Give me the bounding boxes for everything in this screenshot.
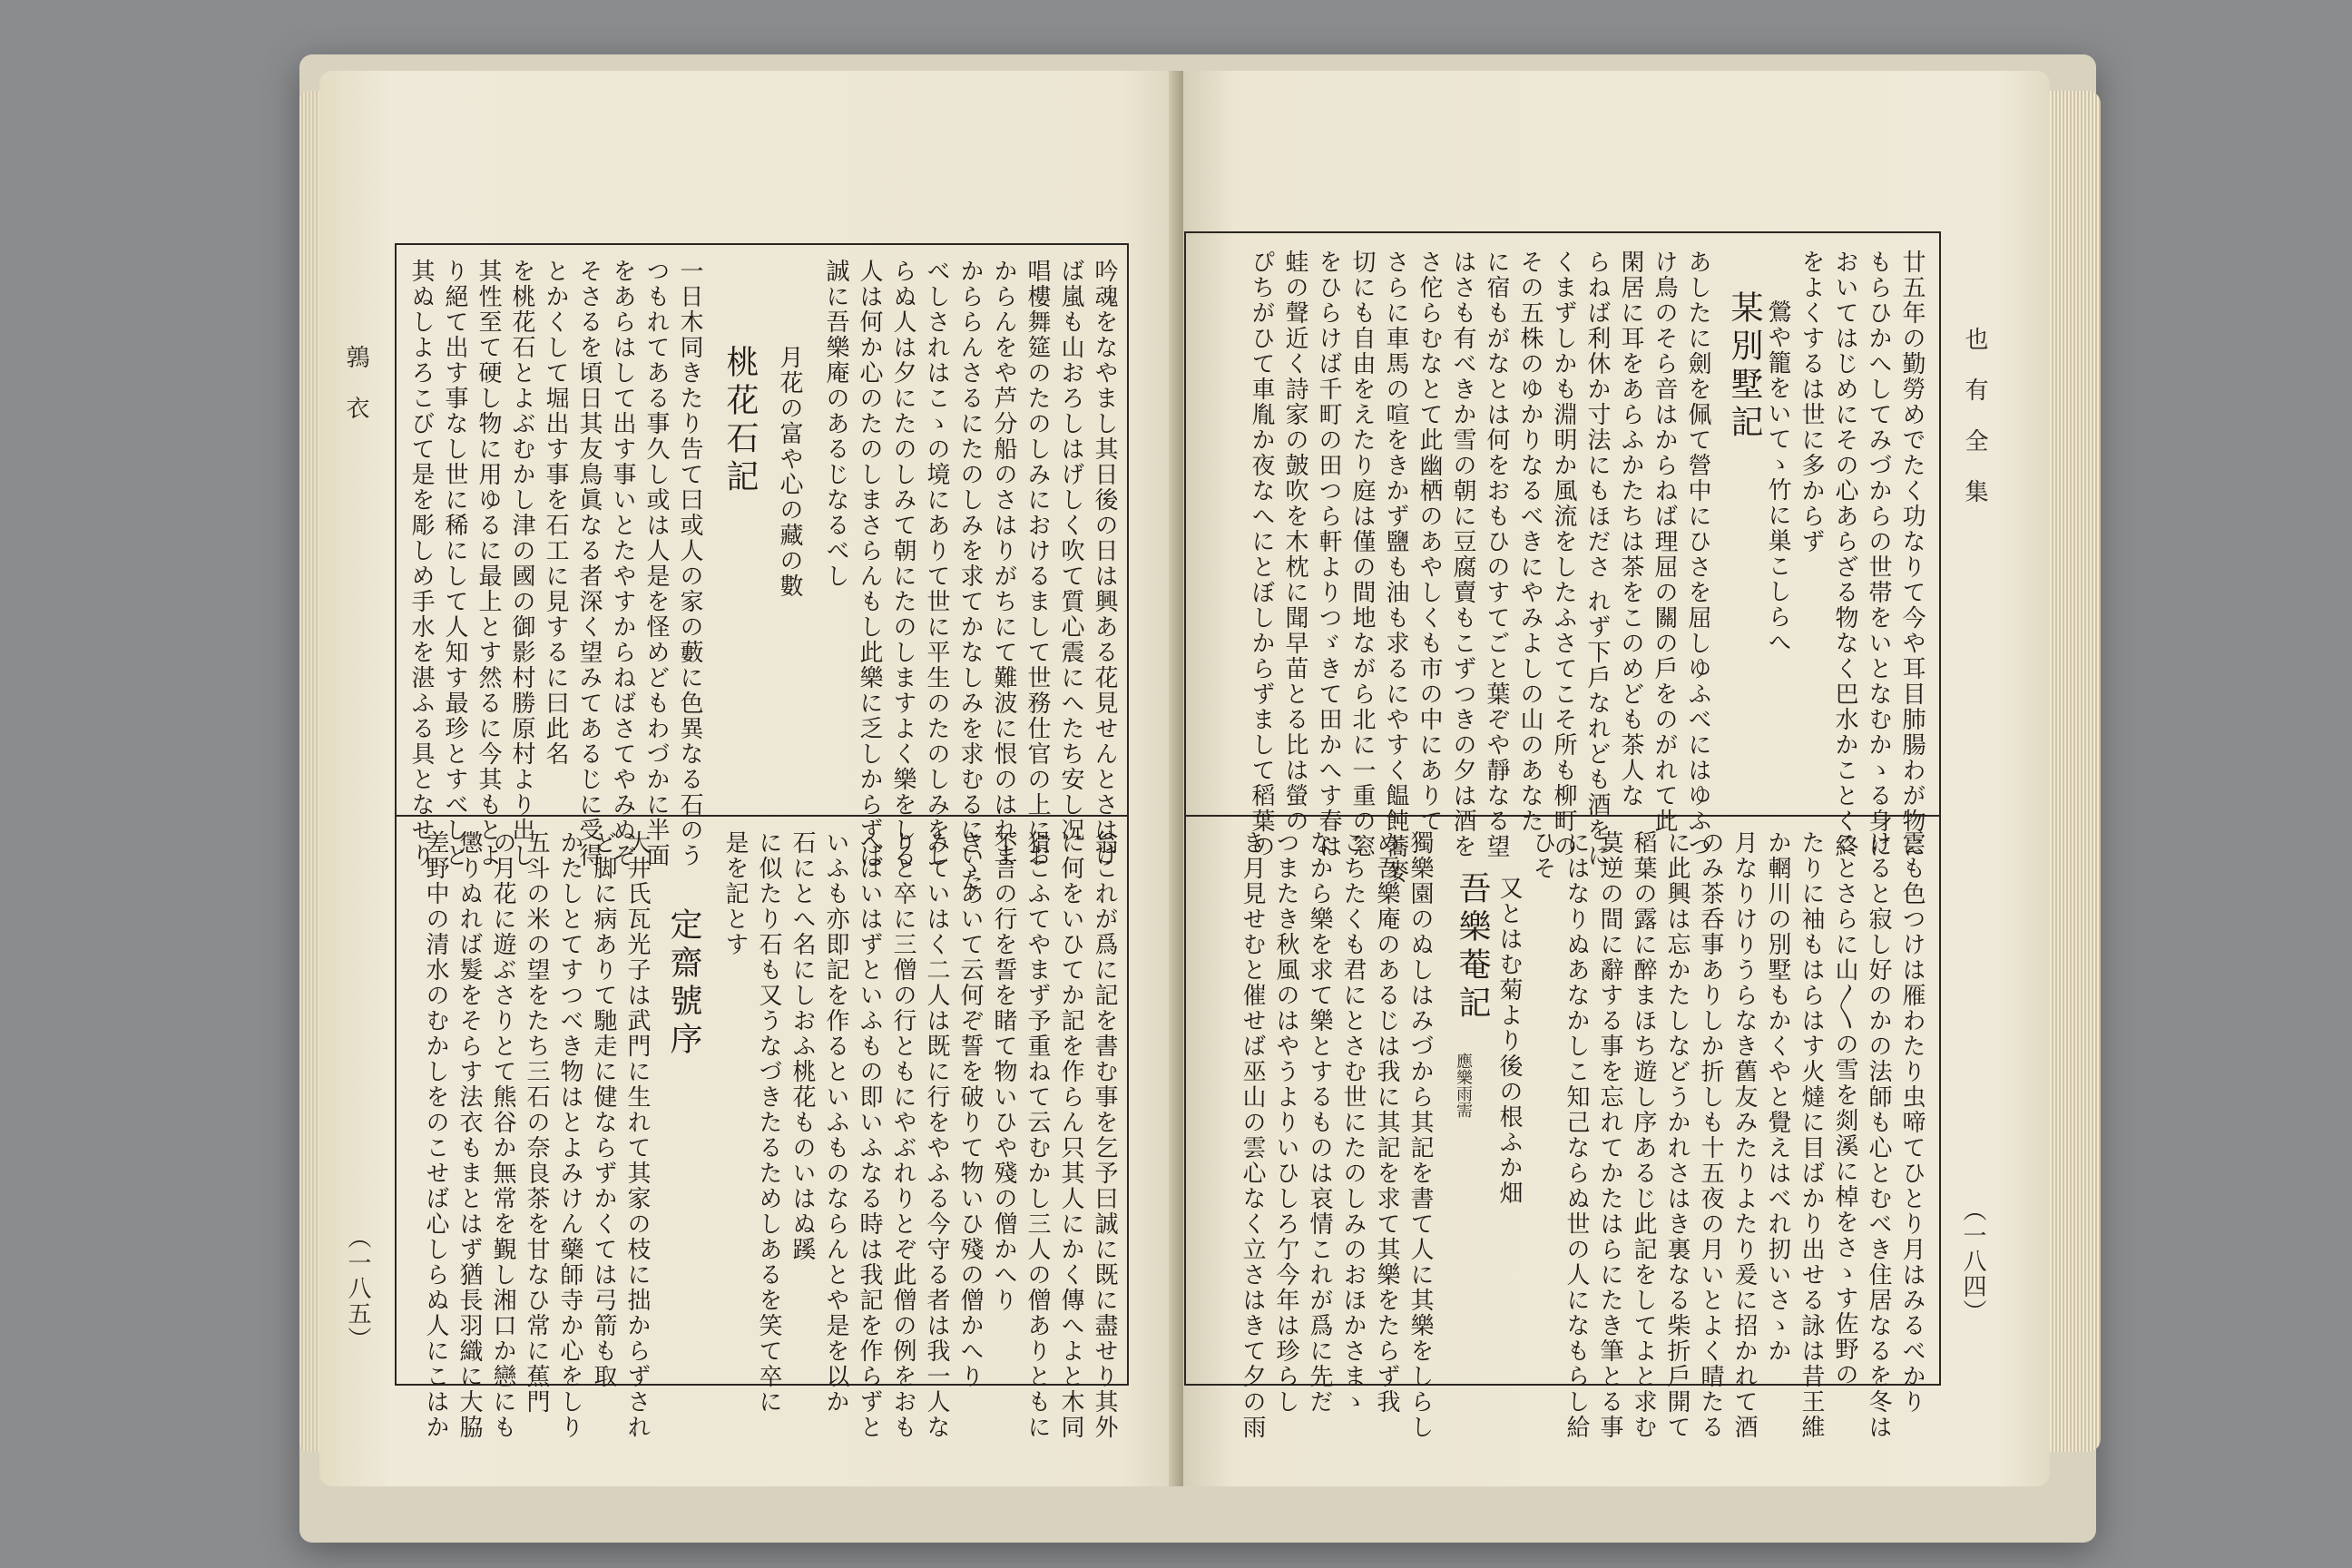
text-column: 誠に吾樂庵のあるじなるべし: [822, 259, 849, 589]
text-column: の月花に遊ぶさりとて熊谷か無常を覲し湘口か戀にも: [489, 830, 516, 1440]
article-title: 吾樂菴記: [1454, 871, 1491, 1024]
text-column: らぬ人は夕にたのしみて朝にたのしますよく樂をしる: [889, 259, 916, 868]
text-column: ば嵐も山おろしはげしく吹て質心震にへたち安し况: [1057, 259, 1084, 843]
text-column: けると寂し好のかの法師も心とむべき住居なるを冬は: [1865, 830, 1892, 1440]
text-column: 是を記とす: [721, 830, 749, 957]
text-column: いふも亦即記を作るといふものならんとや是を以か: [822, 830, 849, 1415]
text-column: 月花の富や心の藏の數: [776, 345, 803, 599]
text-column: に似たり石も又うなづきたるためしあるを笑て卒に: [755, 830, 782, 1415]
text-column: みていはく二人は既に行をやふる今守る者は我一人な: [923, 830, 950, 1440]
text-column: きゝあいて云何ぞ誓を破りて物いひ殘の僧かへり: [956, 830, 984, 1389]
text-column: ことさらに山〳〵の雪を剡溪に棹をさゝす佐野の: [1831, 830, 1858, 1387]
text-column: け鳥のそら音はからねば理屈の關の戶をのがれて此: [1651, 250, 1678, 834]
text-column: 稻葉の露に醉まほち遊し序あるじ此記をしてよと求む: [1630, 830, 1657, 1440]
text-column: 石にとへ名にしおふ桃花ものいはぬ蹊: [789, 830, 816, 1262]
text-column: 雲も色つけは雁わたり虫啼てひとり月はみるべかり: [1898, 830, 1926, 1415]
text-column: 吟魂をなやまし其日後の日は興ある花見せんとさはけ: [1091, 259, 1118, 868]
text-column: べしされはこゝの境にありて世に平生のたのしみをし: [923, 259, 950, 868]
text-column: ひそ: [1529, 830, 1556, 881]
text-column: その五株のゆかりなるべきにやみよしの山のあなた: [1516, 250, 1544, 834]
text-column: へばいはずといふもの即いふなる時は我記を作らずと: [856, 830, 883, 1440]
text-column: くまずしかも淵明か風流をしたふさてこそ所も柳町の: [1550, 250, 1577, 859]
text-column: かたしとてすつべき物はとよみけん藥師寺か心をしり: [556, 830, 583, 1440]
text-column: とかくして堀出す事を石工に見するに曰此名: [542, 259, 569, 767]
text-column: さらに車馬の喧をきかず鹽も油も求るにやすく饂飩蕎麥: [1382, 250, 1409, 885]
article-title: 桃花石記: [721, 345, 759, 497]
article-title: 定齋號序: [665, 907, 702, 1060]
text-column: り絕て出す事なし世に稀にして人知す最珍とすべしと: [441, 259, 468, 868]
text-column: 閑居に耳をあらふかたちは茶をこのめども茶人な: [1617, 250, 1644, 808]
page-edges-right: [2050, 91, 2101, 1452]
text-column: 懲りぬれば髮をそらす法衣もまとはず猶長羽織に大脇: [456, 830, 483, 1440]
article-subtitle: 應樂雨需: [1454, 1053, 1473, 1118]
text-column: 廿五年の勤勞めでたく功なりて今や耳目肺腸わが物に: [1898, 250, 1926, 859]
text-column: に何をいひてか記を作らん只其人にかく傳へよと木同: [1057, 830, 1084, 1440]
text-column: に宿もがなとは何をおもひのすてごと葉ぞや靜なる望: [1483, 250, 1510, 859]
text-column: つもれてある事久し或は人是を怪めどもわづかに半面: [642, 259, 670, 868]
text-column: こちたくも君にとさむ世にたのしみのおほかさまゝ: [1339, 830, 1367, 1415]
right-running-head: 也有全集: [1961, 327, 1988, 530]
text-column: をよくするは世に多からず: [1798, 250, 1825, 554]
text-column: 其ぬしよろこびて是を彫しめ手水を湛ふる具となせり: [407, 259, 435, 868]
text-column: を桃花石とよぶむかし津の國の御影村勝原村より出し: [508, 259, 535, 868]
article-title: 某別墅記: [1726, 290, 1763, 443]
text-column: き月見せむと催せば巫山の雲心なく立さはきて夕の雨: [1239, 830, 1266, 1440]
text-column: か輞川の別墅もかくやと覺えはべれ扨いさゝか: [1764, 830, 1791, 1364]
text-column: のみ茶呑事ありしか折しも十五夜の月いとよく晴たる: [1697, 830, 1724, 1440]
text-column: にはなりぬあなかしこ知己ならぬ世の人になもらし給: [1563, 830, 1590, 1440]
text-column: 月なりけりうらなき舊友みたりよたり爰に招かれて酒: [1730, 830, 1758, 1440]
right-page-number: （一八四）: [1959, 1198, 1986, 1325]
text-column: 其性至て硬し物に用ゆるに最上とす然るに今其もとよ: [475, 259, 502, 868]
left-page-number: （一八五）: [344, 1225, 371, 1352]
text-column: なから樂を求て樂とするものは哀情これが爲に先だ: [1306, 830, 1333, 1415]
text-column: おいてはじめにその心あらざる物なく巴水かことく終: [1831, 250, 1858, 859]
text-column: からんをや芦分船のさはりがちにて難波に恨のはれま: [990, 259, 1017, 868]
text-column: たりに袖もはらはす火燵に目ばかり出せる詠は昔王維: [1798, 830, 1825, 1440]
text-column: もらひかへしてみづからの世帯をいとなむかゝる身に: [1865, 250, 1892, 859]
text-column: かららんさるにたのしみを求てかなしみを求むるにいた: [956, 259, 984, 894]
text-column: 切にも自由をえたり庭は僅の間地ながら北に一重の窓: [1348, 250, 1376, 859]
text-column: 猾こふてやまず予重ねて云むかし三人の僧ありともに: [1024, 830, 1051, 1440]
text-column: ぴちがひて車胤か夜なへにとぼしからずまして稻葉の: [1248, 250, 1275, 859]
text-column: 翁これが爲に記を書む事を乞予曰誠に既に盡せり其外: [1091, 830, 1118, 1440]
text-column: 唱樓舞筵のたのしみにおけるまして世務仕官の上にお: [1024, 259, 1051, 868]
text-column: 差野中の清水のむかしをのこせば心しらぬ人にこはか: [422, 830, 449, 1440]
text-column: あしたに劍を佩て營中にひさを屈しゆふべにはゆふつ: [1684, 250, 1711, 859]
text-column: 一日木同きたり告て曰或人の家の藪に色異なる石のう: [676, 259, 703, 868]
text-column: め吾樂庵のあるじは我に其記を求て其樂をたらず我: [1373, 830, 1400, 1415]
text-column: 莫逆の間に辭する事を忘れてかたはらにたき筆とる事: [1596, 830, 1623, 1440]
text-column: 不言の行を誓を睹て物いひや殘の僧かへり: [990, 830, 1017, 1313]
text-column: ど脚に病ありて馳走に健ならずかくては弓箭も取: [590, 830, 617, 1389]
text-column: 五斗の米の望をたち三石の奈良茶を甘なひ常に蕉門: [523, 830, 550, 1415]
page-edges-left: [299, 91, 319, 1452]
text-column: 鶯や籠をいてゝ竹に巣こしらへ: [1764, 299, 1791, 655]
text-column: に此興は忘かたしなどうかれさはき裏なる柴折戶開て: [1663, 830, 1690, 1440]
text-column: をひらけば千町の田つら軒よりつゞきて田かへす春は: [1315, 250, 1342, 859]
text-column: 獨樂園のぬしはみづから其記を書て人に其樂をしらし: [1406, 830, 1434, 1440]
text-column: はさも有べきか雪の朝に豆腐賣もこずつきの夕は酒を: [1449, 250, 1476, 859]
text-column: らねば利休か寸法にもほださ れず下戶なれども酒をに: [1583, 250, 1611, 869]
text-column: 蛙の聲近く詩家の皷吹を木枕に聞早苗とる比は螢の: [1281, 250, 1308, 834]
text-column: をあらはして出す事いとたやすからねばさてやみぬぞ: [609, 259, 636, 868]
text-column: そさるを頃日其友鳥眞なる者深く望みてあるじに受得: [575, 259, 603, 868]
text-column: りと卒に三僧の行ともにやぶれりとぞ此僧の例をおも: [889, 830, 916, 1440]
text-column: 又とはむ菊より後の根ふか畑: [1495, 876, 1523, 1206]
text-column: 大井氏瓦光子は武門に生れて其家の枝に拙からずされ: [623, 830, 651, 1440]
text-column: 人は何か心のたのしまさらんもし此樂に乏しからずば: [856, 259, 883, 868]
left-running-head: 鶉衣: [342, 345, 369, 446]
text-column: つまたき秋風のはやうよりいひしろ亇今年は珍らし: [1272, 830, 1299, 1415]
text-column: さ佗らむなとて此幽栖のあやしくも市の中にありて: [1416, 250, 1443, 834]
